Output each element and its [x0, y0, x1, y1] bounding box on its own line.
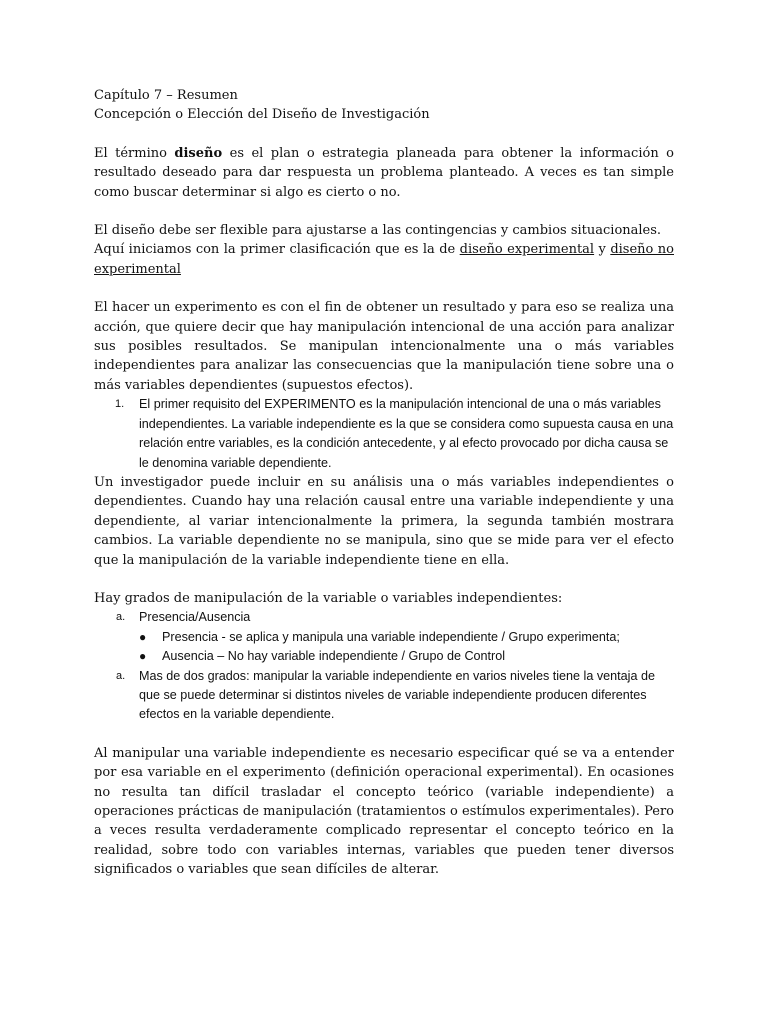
list-item: [94, 395, 674, 473]
chapter-subtitle: Concepción o Elección del Diseño de Investigación: [94, 107, 430, 123]
chapter-title: Capítulo 7 – Resumen: [94, 88, 238, 103]
paragraph-design-flexibility: [94, 221, 674, 279]
underlined-term-experimental: diseño experimental: [459, 242, 595, 258]
bullet-item-text: Ausencia – No hay variable independiente / Grupo de Control: [162, 649, 506, 664]
manipulation-grades-section: [94, 589, 674, 725]
numbered-list: [94, 395, 674, 473]
bullet-icon: ●: [139, 629, 147, 644]
lettered-item: [94, 608, 674, 627]
letter-marker: a.: [116, 611, 126, 624]
paragraph-experiment: El hacer un experimento es con el fin de obtener un resultado y para eso se realiza una acción, que quiere decir que hay manipulación intencional de una acción para analizar sus posibles resultados. Se manipulan intencionalmente una o más variables independientes para analizar las consecuencias que la manipulación tiene sobre una o más variables dependientes (supuestos efectos).: [94, 300, 674, 393]
list-item-text: El primer requisito del EXPERIMENTO es la manipulación intencional de una o más variables independientes. La variable independiente es la que se considera como supuesta causa en una relación entre variables, es la condición antecedente, y al efecto provocado por dicha causa se le denomina variable dependiente.: [139, 397, 674, 470]
paragraph-researcher: Un investigador puede incluir en su análisis una o más variables independientes o dependientes. Cuando hay una relación causal entre una variable independiente y una dependiente, al variar intencionalmente la primera, la segunda también mostrara cambios. La variable dependiente no se manipula, sino que se mide para ver el efecto que la manipulación de la variable independiente tiene en ella.: [94, 474, 674, 568]
paragraph-operational-definition: Al manipular una variable independiente es necesario especificar qué se va a entender por esa variable en el experimento (definición operacional experimental). En ocasiones no resulta tan difícil trasladar el concepto teórico (variable independiente) a operaciones prácticas de manipulación (tratamientos o estímulos experimentales). Pero a veces resulta verdaderamente complicado representar el concepto teórico en la realidad, sobre todo con variables internas, variables que pueden tener diversos significados o variables que sean difíciles de alterar.: [94, 745, 674, 878]
paragraph-line: El diseño debe ser flexible para ajustarse a las contingencias y cambios situacionales.: [94, 223, 662, 239]
bullet-item: [94, 628, 674, 647]
grades-intro: Hay grados de manipulación de la variable o variables independientes:: [94, 590, 563, 606]
paragraph-design-definition: [94, 144, 674, 202]
bold-term-diseno: diseño: [174, 145, 223, 161]
lettered-item: [94, 667, 674, 725]
paragraph-text: Aquí iniciamos con la primer clasificación que es la de: [94, 242, 460, 258]
document-page: [94, 86, 674, 880]
paragraph-text: El término: [94, 145, 175, 161]
paragraph-text: y: [594, 242, 611, 258]
letter-marker: a.: [116, 669, 126, 682]
bullet-item-text: Presencia - se aplica y manipula una variable independiente / Grupo experimenta;: [162, 629, 620, 644]
lettered-item-text: Presencia/Ausencia: [139, 610, 251, 625]
list-number: 1.: [115, 398, 125, 411]
bullet-item: [94, 647, 674, 666]
document-heading: [94, 86, 674, 125]
paragraph-text: es el plan o estrategia planeada para obtener la información o resultado deseado para dar respuesta un problema planteado. A veces es tan simple como buscar determinar si algo es cierto o no.: [94, 145, 674, 200]
bullet-icon: ●: [139, 649, 147, 664]
lettered-item-text: Mas de dos grados: manipular la variable independiente en varios niveles tiene la ventaja de que se puede determinar si distintos niveles de variable independiente producen diferentes efectos en la variable dependiente.: [139, 668, 655, 722]
underlined-term-no-experimental: diseño no experimental: [94, 242, 674, 277]
